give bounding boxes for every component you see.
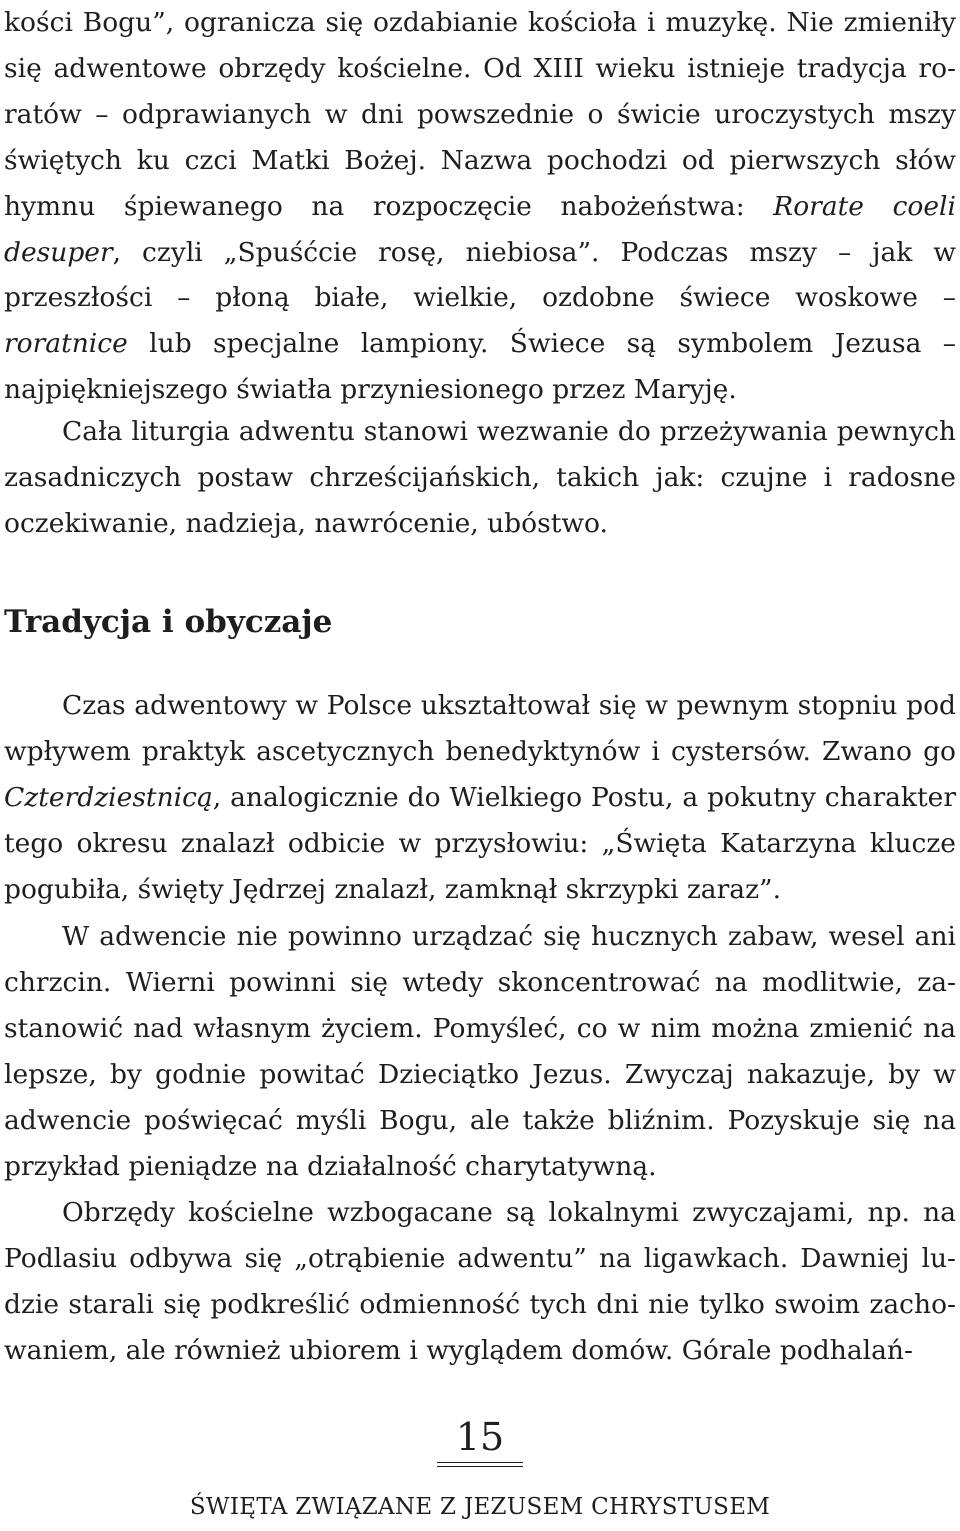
running-footer: ŚWIĘTA ZWIĄZANE Z JEZUSEM CHRYSTUSEM (189, 1494, 771, 1520)
text-segment: , czyli „Spuśćcie rosę, niebiosa”. Podczas mszy – jak w przeszłości – płoną białe, wielkie, ozdobne świece woskowe – (4, 236, 956, 314)
page-number-double-rule (437, 1462, 523, 1467)
page-number: 15 (455, 1415, 505, 1459)
term-czterdziestnica: Czterdziestnicą (4, 781, 213, 813)
text-segment: kości Bogu”, ogranicza się ozdabianie kościoła i muzykę. Nie zmieniły się adwentowe obrzędy kościelne. Od XIII wieku istnieje tradycja roratów – odprawianych w dni powszednie o świcie uroczystych mszy świętych ku czci Matki Bożej. Nazwa pochodzi od pierwszych słów hymnu śpiewanego na rozpoczęcie nabożeństwa: (4, 7, 956, 222)
section-heading: Tradycja i obyczaje (4, 604, 333, 640)
paragraph-liturgia (4, 409, 956, 547)
text-segment: W adwencie nie powinno urządzać się hucznych zabaw, wesel ani chrzcin. Wierni powinni się wtedy skoncentrować na modlitwie, zastanowić nad własnym życiem. Pomyśleć, co w nim można zmienić na lepsze, by godnie powitać Dzieciątko Jezus. Zwyczaj nakazuje, by w adwencie poświęcać myśli Bogu, ale także bliźnim. Pozyskuje się na przykład pieniądze na działalność charytatywną. (4, 921, 956, 1182)
text-segment: Obrzędy kościelne wzbogacane są lokalnymi zwyczajami, np. na Podlasiu odbywa się „otrąbienie adwentu” na ligawkach. Dawniej ludzie starali się podkreślić odmienność tych dni nie tylko swoim zachowaniem, ale również ubiorem i wyglądem domów. Górale podhalań- (4, 1197, 956, 1366)
paragraph-obrzedy (4, 1190, 956, 1374)
latin-phrase: Rorate coeli desuper (4, 190, 956, 268)
paragraph-roraty (4, 0, 956, 413)
text-segment: lub specjalne lampiony. Świece są symbolem Jezusa – najpiękniejszego światła przyniesionego przez Maryję. (4, 328, 956, 406)
term-roratnice: roratnice (4, 328, 128, 360)
paragraph-w-adwencie (4, 914, 956, 1189)
text-segment: Czas adwentowy w Polsce ukształtował się w pewnym stopniu pod wpływem praktyk ascetycznych benedyktynów i cystersów. Zwano go (4, 690, 956, 767)
text-segment: , analogicznie do Wielkiego Postu, a pokutny charakter tego okresu znalazł odbicie w przysłowiu: „Święta Katarzyna klucze pogubiła, święty Jędrzej znalazł, zamknął skrzypki zaraz”. (4, 781, 956, 905)
text-segment: Cała liturgia adwentu stanowi wezwanie do przeżywania pewnych zasadniczych postaw chrześcijańskich, takich jak: czujne i radosne oczekiwanie, nadzieja, nawrócenie, ubóstwo. (4, 416, 956, 539)
paragraph-czas-adwentowy (4, 683, 956, 913)
